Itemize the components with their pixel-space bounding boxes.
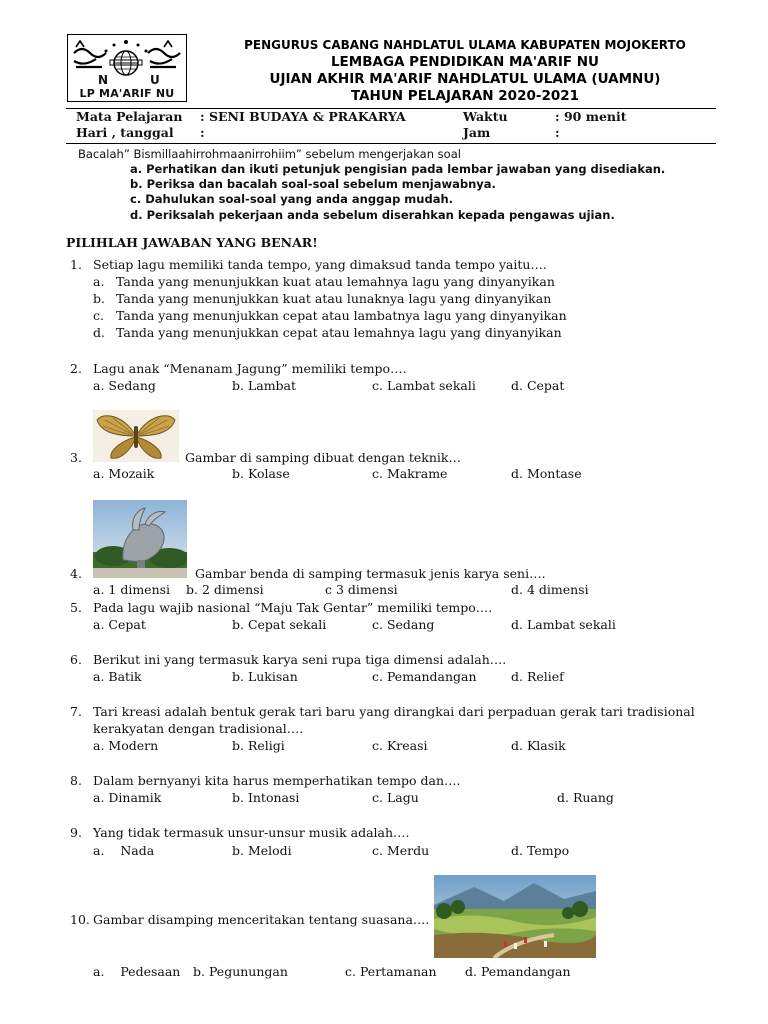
question-6-option-c[interactable]: c. Pemandangan bbox=[372, 669, 477, 684]
question-8-option-c[interactable]: c. Lagu bbox=[372, 790, 419, 805]
section-heading: PILIHLAH JAWABAN YANG BENAR! bbox=[66, 235, 318, 250]
logo-letter-n: N bbox=[98, 73, 109, 87]
question-3-option-d[interactable]: d. Montase bbox=[511, 466, 582, 481]
question-10-number: 10. bbox=[70, 912, 90, 927]
question-10-text: Gambar disamping menceritakan tentang suasana…. bbox=[93, 912, 430, 927]
question-7-text-line-2: kerakyatan dengan tradisional…. bbox=[93, 721, 304, 736]
instruction-a: a. Perhatikan dan ikuti petunjuk pengisian pada lembar jawaban yang disediakan. bbox=[130, 162, 666, 176]
time-label: Waktu bbox=[463, 109, 508, 124]
time-value: : 90 menit bbox=[555, 109, 627, 124]
header-line-1: PENGURUS CABANG NAHDLATUL ULAMA KABUPATEN MOJOKERTO bbox=[244, 38, 686, 52]
question-6-option-d[interactable]: d. Relief bbox=[511, 669, 564, 684]
question-2-text: Lagu anak “Menanam Jagung” memiliki tempo…. bbox=[93, 361, 407, 376]
question-1-option-d[interactable]: Tanda yang menunjukkan cepat atau lemahnya lagu yang dinyanyikan bbox=[116, 325, 562, 340]
header-rule-bottom bbox=[66, 143, 716, 144]
question-1-text: Setiap lagu memiliki tanda tempo, yang dimaksud tanda tempo yaitu…. bbox=[93, 257, 547, 272]
question-2-number: 2. bbox=[70, 361, 82, 376]
header-line-4: TAHUN PELAJARAN 2020-2021 bbox=[350, 88, 580, 104]
question-7-option-c[interactable]: c. Kreasi bbox=[372, 738, 428, 753]
question-4-option-b[interactable]: b. 2 dimensi bbox=[186, 582, 264, 597]
question-3-option-c[interactable]: c. Makrame bbox=[372, 466, 448, 481]
question-9-option-c[interactable]: c. Merdu bbox=[372, 843, 430, 858]
question-9-option-a[interactable]: a. Nada bbox=[93, 843, 155, 858]
village-painting-image bbox=[434, 875, 596, 958]
question-9-option-d[interactable]: d. Tempo bbox=[511, 843, 570, 858]
question-8-number: 8. bbox=[70, 773, 82, 788]
question-7-text: Tari kreasi adalah bentuk gerak tari baru yang dirangkai dari perpaduan gerak tari tradisional bbox=[93, 704, 695, 719]
question-1-option-b[interactable]: Tanda yang menunjukkan kuat atau lunaknya lagu yang dinyanyikan bbox=[116, 291, 552, 306]
subject-value: : SENI BUDAYA & PRAKARYA bbox=[200, 109, 406, 124]
question-6-number: 6. bbox=[70, 652, 82, 667]
question-1-option-a[interactable]: Tanda yang menunjukkan kuat atau lemahnya lagu yang dinyanyikan bbox=[116, 274, 555, 289]
question-6-option-a[interactable]: a. Batik bbox=[93, 669, 142, 684]
question-5-option-a[interactable]: a. Cepat bbox=[93, 617, 146, 632]
question-4-option-d[interactable]: d. 4 dimensi bbox=[511, 582, 589, 597]
hour-value: : bbox=[555, 125, 560, 140]
question-7-option-d[interactable]: d. Klasik bbox=[511, 738, 566, 753]
butterfly-collage-image bbox=[93, 410, 179, 462]
logo-letter-u: U bbox=[150, 73, 160, 87]
instruction-d: d. Periksalah pekerjaan anda sebelum diserahkan kepada pengawas ujian. bbox=[130, 208, 615, 222]
question-2-option-b[interactable]: b. Lambat bbox=[232, 378, 297, 393]
question-1-option-a-letter: a. bbox=[93, 274, 105, 289]
question-4-text: Gambar benda di samping termasuk jenis karya seni…. bbox=[195, 566, 546, 581]
question-4-option-c[interactable]: c 3 dimensi bbox=[325, 582, 398, 597]
question-10-option-d[interactable]: d. Pemandangan bbox=[465, 964, 571, 979]
question-10-option-b[interactable]: b. Pegunungan bbox=[193, 964, 288, 979]
sculpture-image bbox=[93, 500, 187, 578]
question-8-option-a[interactable]: a. Dinamik bbox=[93, 790, 162, 805]
question-3-text: Gambar di samping dibuat dengan teknik… bbox=[185, 450, 461, 465]
day-label: Hari , tanggal bbox=[76, 125, 174, 140]
question-5-option-c[interactable]: c. Sedang bbox=[372, 617, 435, 632]
question-6-text: Berikut ini yang termasuk karya seni rupa tiga dimensi adalah…. bbox=[93, 652, 507, 667]
question-7-option-a[interactable]: a. Modern bbox=[93, 738, 159, 753]
header-line-3: UJIAN AKHIR MA'ARIF NAHDLATUL ULAMA (UAMNU) bbox=[269, 71, 661, 87]
question-5-number: 5. bbox=[70, 600, 82, 615]
logo-caption: LP MA'ARIF NU bbox=[79, 87, 175, 100]
question-9-text: Yang tidak termasuk unsur-unsur musik adalah…. bbox=[93, 825, 410, 840]
question-7-number: 7. bbox=[70, 704, 82, 719]
question-1-option-c-letter: c. bbox=[93, 308, 104, 323]
question-4-number: 4. bbox=[70, 566, 82, 581]
question-5-option-d[interactable]: d. Lambat sekali bbox=[511, 617, 616, 632]
nu-emblem-icon bbox=[68, 35, 185, 87]
question-10-option-c[interactable]: c. Pertamanan bbox=[345, 964, 437, 979]
question-1-option-d-letter: d. bbox=[93, 325, 105, 340]
question-1-option-c[interactable]: Tanda yang menunjukkan cepat atau lambatnya lagu yang dinyanyikan bbox=[116, 308, 567, 323]
question-9-number: 9. bbox=[70, 825, 82, 840]
question-5-option-b[interactable]: b. Cepat sekali bbox=[232, 617, 327, 632]
question-8-text: Dalam bernyanyi kita harus memperhatikan tempo dan…. bbox=[93, 773, 461, 788]
instruction-c: c. Dahulukan soal-soal yang anda anggap mudah. bbox=[130, 192, 454, 206]
question-3-option-b[interactable]: b. Kolase bbox=[232, 466, 290, 481]
header-line-2: LEMBAGA PENDIDIKAN MA'ARIF NU bbox=[330, 54, 600, 70]
instructions-intro: Bacalah” Bismillaahirrohmaanirrohiim” sebelum mengerjakan soal bbox=[78, 147, 461, 161]
question-10-option-a[interactable]: a. Pedesaan bbox=[93, 964, 181, 979]
day-value: : bbox=[200, 125, 205, 140]
question-5-text: Pada lagu wajib nasional “Maju Tak Gentar” memiliki tempo…. bbox=[93, 600, 493, 615]
question-6-option-b[interactable]: b. Lukisan bbox=[232, 669, 298, 684]
question-8-option-b[interactable]: b. Intonasi bbox=[232, 790, 300, 805]
hour-label: Jam bbox=[463, 125, 491, 140]
instruction-b: b. Periksa dan bacalah soal-soal sebelum menjawabnya. bbox=[130, 177, 496, 191]
question-1-option-b-letter: b. bbox=[93, 291, 105, 306]
question-9-option-b[interactable]: b. Melodi bbox=[232, 843, 292, 858]
question-2-option-a[interactable]: a. Sedang bbox=[93, 378, 156, 393]
question-4-option-a[interactable]: a. 1 dimensi bbox=[93, 582, 171, 597]
question-3-number: 3. bbox=[70, 450, 82, 465]
subject-label: Mata Pelajaran bbox=[76, 109, 183, 124]
question-7-option-b[interactable]: b. Religi bbox=[232, 738, 285, 753]
question-2-option-c[interactable]: c. Lambat sekali bbox=[372, 378, 476, 393]
question-3-option-a[interactable]: a. Mozaik bbox=[93, 466, 155, 481]
question-1-number: 1. bbox=[70, 257, 82, 272]
question-2-option-d[interactable]: d. Cepat bbox=[511, 378, 565, 393]
question-8-option-d[interactable]: d. Ruang bbox=[557, 790, 614, 805]
lp-maarif-logo bbox=[67, 34, 187, 102]
